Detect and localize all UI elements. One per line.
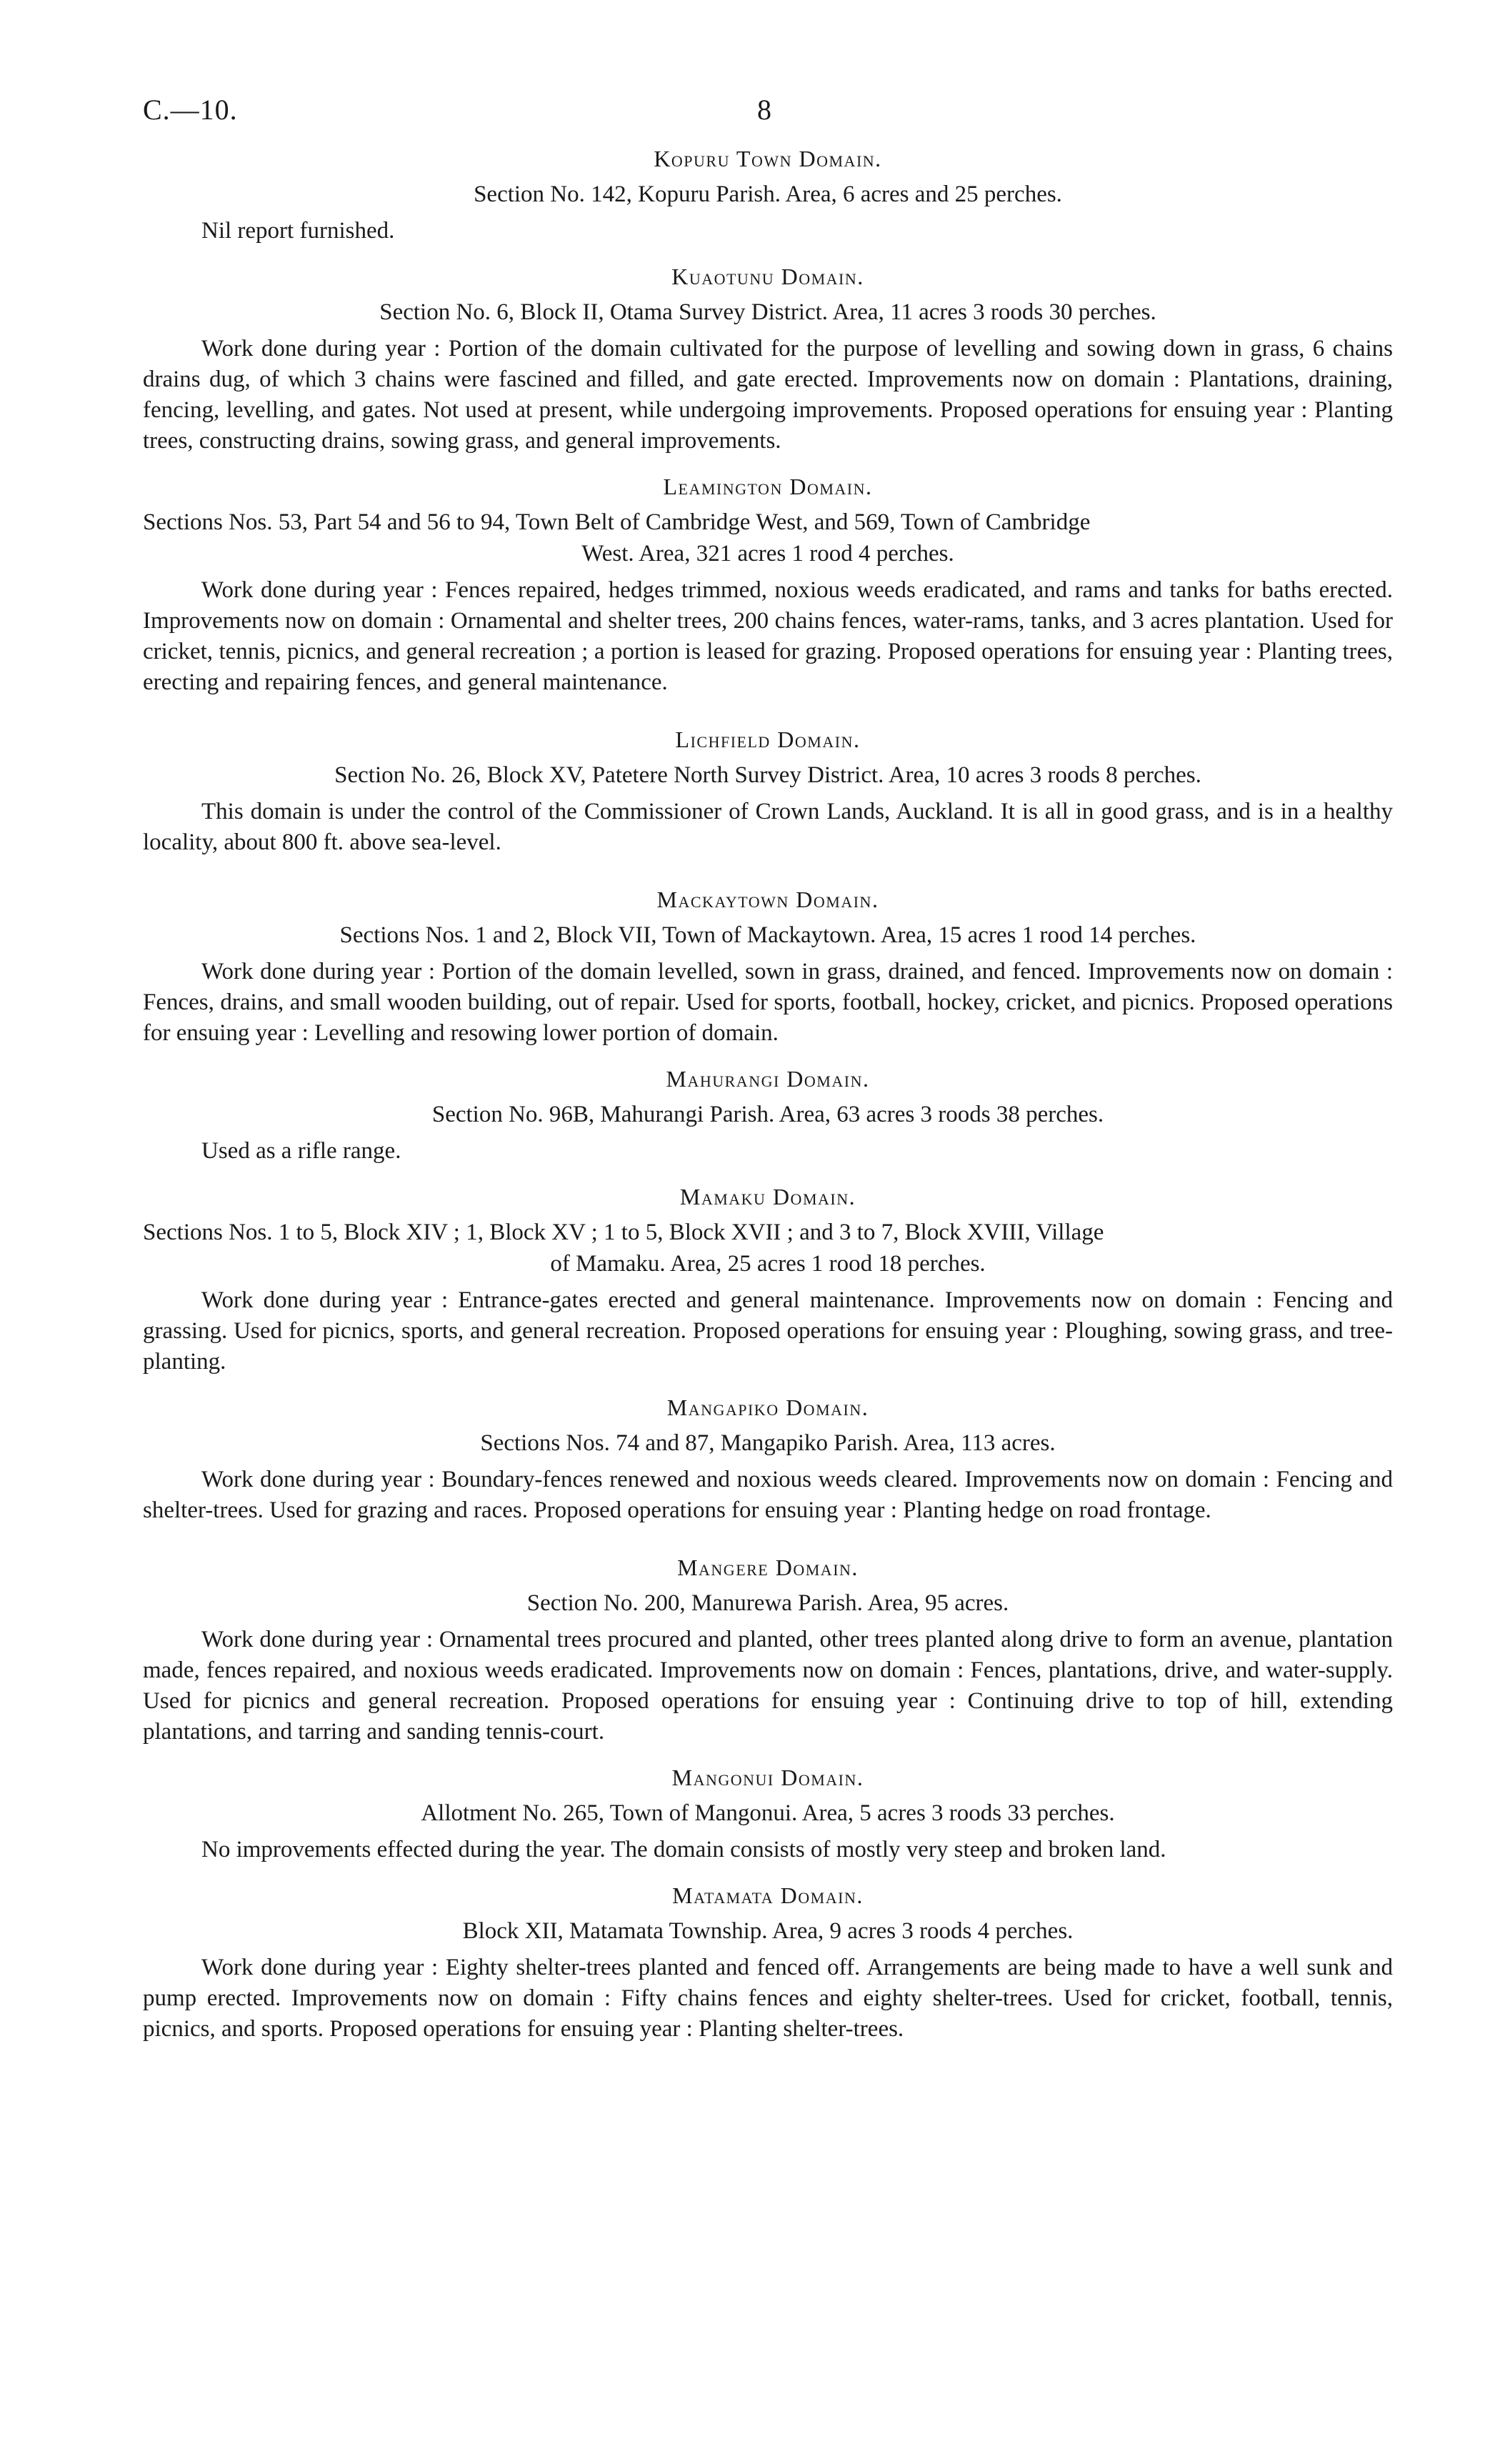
domain-entry-leamington [143,471,1393,698]
section-line: Section No. 96B, Mahurangi Parish. Area, 63 acres 3 roods 38 perches. [431,1102,1104,1127]
domain-report: Work done during year : Portion of the domain cultivated for the purpose of levelling and sowing down in grass, 6 chains drains dug, of which 3 chains were fascined and filled, and gate erected. Improvements now on domain : Plantations, draining, fencing, levelling, and gates. Not used at present, while undergoing improvements. Proposed operations for ensuing year : Planting trees, constructing drains, sowing grass, and general improvements. [143,336,1393,454]
domain-title: Mackaytown Domain. [656,887,879,912]
section-line: Section No. 142, Kopuru Parish. Area, 6 acres and 25 perches. [474,181,1062,207]
domain-title: Leamington Domain. [663,474,873,499]
domain-title: Mangonui Domain. [671,1765,864,1790]
domain-report: Nil report furnished. [201,218,395,244]
domain-title: Mahurangi Domain. [666,1066,870,1092]
section-line [143,1217,1393,1280]
domain-report: Work done during year : Portion of the domain levelled, sown in grass, drained, and fenced. Improvements now on domain : Fences, drains, and small wooden building, out of repair. Used for sports, football, hockey, cricket, and picnics. Proposed operations for ensuing year : Levelling and resowing lower portion of domain. [143,959,1393,1046]
domain-title: Mangere Domain. [677,1555,859,1580]
section-line-continued: of Mamaku. Area, 25 acres 1 rood 18 perches. [550,1251,986,1277]
page-header [143,93,1393,143]
domain-title: Kuaotunu Domain. [671,264,864,289]
domain-entry-lichfield [143,724,1393,858]
domain-entry-mangere [143,1552,1393,1747]
domain-report: No improvements effected during the year. The domain consists of mostly very steep and broken land. [201,1837,1166,1862]
domain-entry-mangonui [143,1762,1393,1865]
domain-title: Matamata Domain. [672,1882,864,1908]
section-line: Sections Nos. 74 and 87, Mangapiko Parish. Area, 113 acres. [480,1430,1056,1456]
section-line: Section No. 6, Block II, Otama Survey District. Area, 11 acres 3 roods 30 perches. [379,299,1156,325]
section-line: Allotment No. 265, Town of Mangonui. Area, 5 acres 3 roods 33 perches. [421,1800,1115,1826]
section-line: Section No. 200, Manurewa Parish. Area, 95 acres. [526,1590,1009,1616]
domain-report: Used as a rifle range. [201,1138,401,1164]
domain-report: Work done during year : Ornamental trees procured and planted, other trees planted along drive to form an avenue, plantation made, fences repaired, and noxious weeds eradicated. Improvements now on domain : Fences, plantations, drive, and water-supply. Used for picnics and general recreation. Proposed operations for ensuing year : Continuing drive to top of hill, extending plantations, and tarring and sanding tennis-court. [143,1627,1393,1745]
domain-entry-mangapiko [143,1392,1393,1526]
domain-report: Work done during year : Fences repaired, hedges trimmed, noxious weeds eradicated, and rams and tanks for baths erected. Improvements now on domain : Ornamental and shelter trees, 200 chains fences, water-rams, tanks, and 3 acres plantation. Used for cricket, tennis, picnics, and general recreation ; a portion is leased for grazing. Proposed operations for ensuing year : Planting trees, erecting and repairing fences, and general maintenance. [143,577,1393,695]
section-line: Sections Nos. 1 and 2, Block VII, Town of Mackaytown. Area, 15 acres 1 rood 14 perches. [339,922,1196,948]
domain-title: Mamaku Domain. [679,1184,856,1209]
section-line-start: Sections Nos. 53, Part 54 and 56 to 94, Town Belt of Cambridge West, and 569, Town of Cambridge [143,509,1091,535]
domain-report: Work done during year : Boundary-fences renewed and noxious weeds cleared. Improvements now on domain : Fencing and shelter-trees. Used for grazing and races. Proposed operations for ensuing year : Planting hedge on road frontage. [143,1467,1393,1523]
section-line: Block XII, Matamata Township. Area, 9 acres 3 roods 4 perches. [462,1918,1074,1944]
domain-title: Lichfield Domain. [675,727,861,752]
section-line-continued: West. Area, 321 acres 1 rood 4 perches. [581,541,954,567]
domain-entry-kuaotunu [143,261,1393,457]
domain-entry-matamata [143,1880,1393,2045]
domain-entry-mamaku [143,1181,1393,1377]
domain-report: This domain is under the control of the Commissioner of Crown Lands, Auckland. It is all in good grass, and is in a healthy locality, about 800 ft. above sea-level. [143,799,1393,855]
domain-entry-mackaytown [143,884,1393,1049]
domain-entry-kopuru [143,143,1393,246]
domain-entry-mahurangi [143,1063,1393,1167]
document-reference: C.—10. [143,94,238,126]
page-number: 8 [757,94,771,126]
section-line: Section No. 26, Block XV, Patetere North Survey District. Area, 10 acres 3 roods 8 perches. [334,762,1201,788]
domain-report: Work done during year : Entrance-gates erected and general maintenance. Improvements now on domain : Fencing and grassing. Used for picnics, sports, and general recreation. Proposed operations for ensuing year : Ploughing, sowing grass, and tree-planting. [143,1287,1393,1375]
document-page [143,93,1393,2045]
domain-report: Work done during year : Eighty shelter-trees planted and fenced off. Arrangements are being made to have a well sunk and pump erected. Improvements now on domain : Fifty chains fences and eighty shelter-trees. Used for cricket, football, tennis, picnics, and sports. Proposed operations for ensuing year : Planting shelter-trees. [143,1955,1393,2042]
domain-title: Mangapiko Domain. [666,1395,869,1420]
section-line [143,507,1393,569]
section-line-start: Sections Nos. 1 to 5, Block XIV ; 1, Block XV ; 1 to 5, Block XVII ; and 3 to 7, Block XVIII, Village [143,1219,1104,1245]
domain-title: Kopuru Town Domain. [654,146,882,171]
